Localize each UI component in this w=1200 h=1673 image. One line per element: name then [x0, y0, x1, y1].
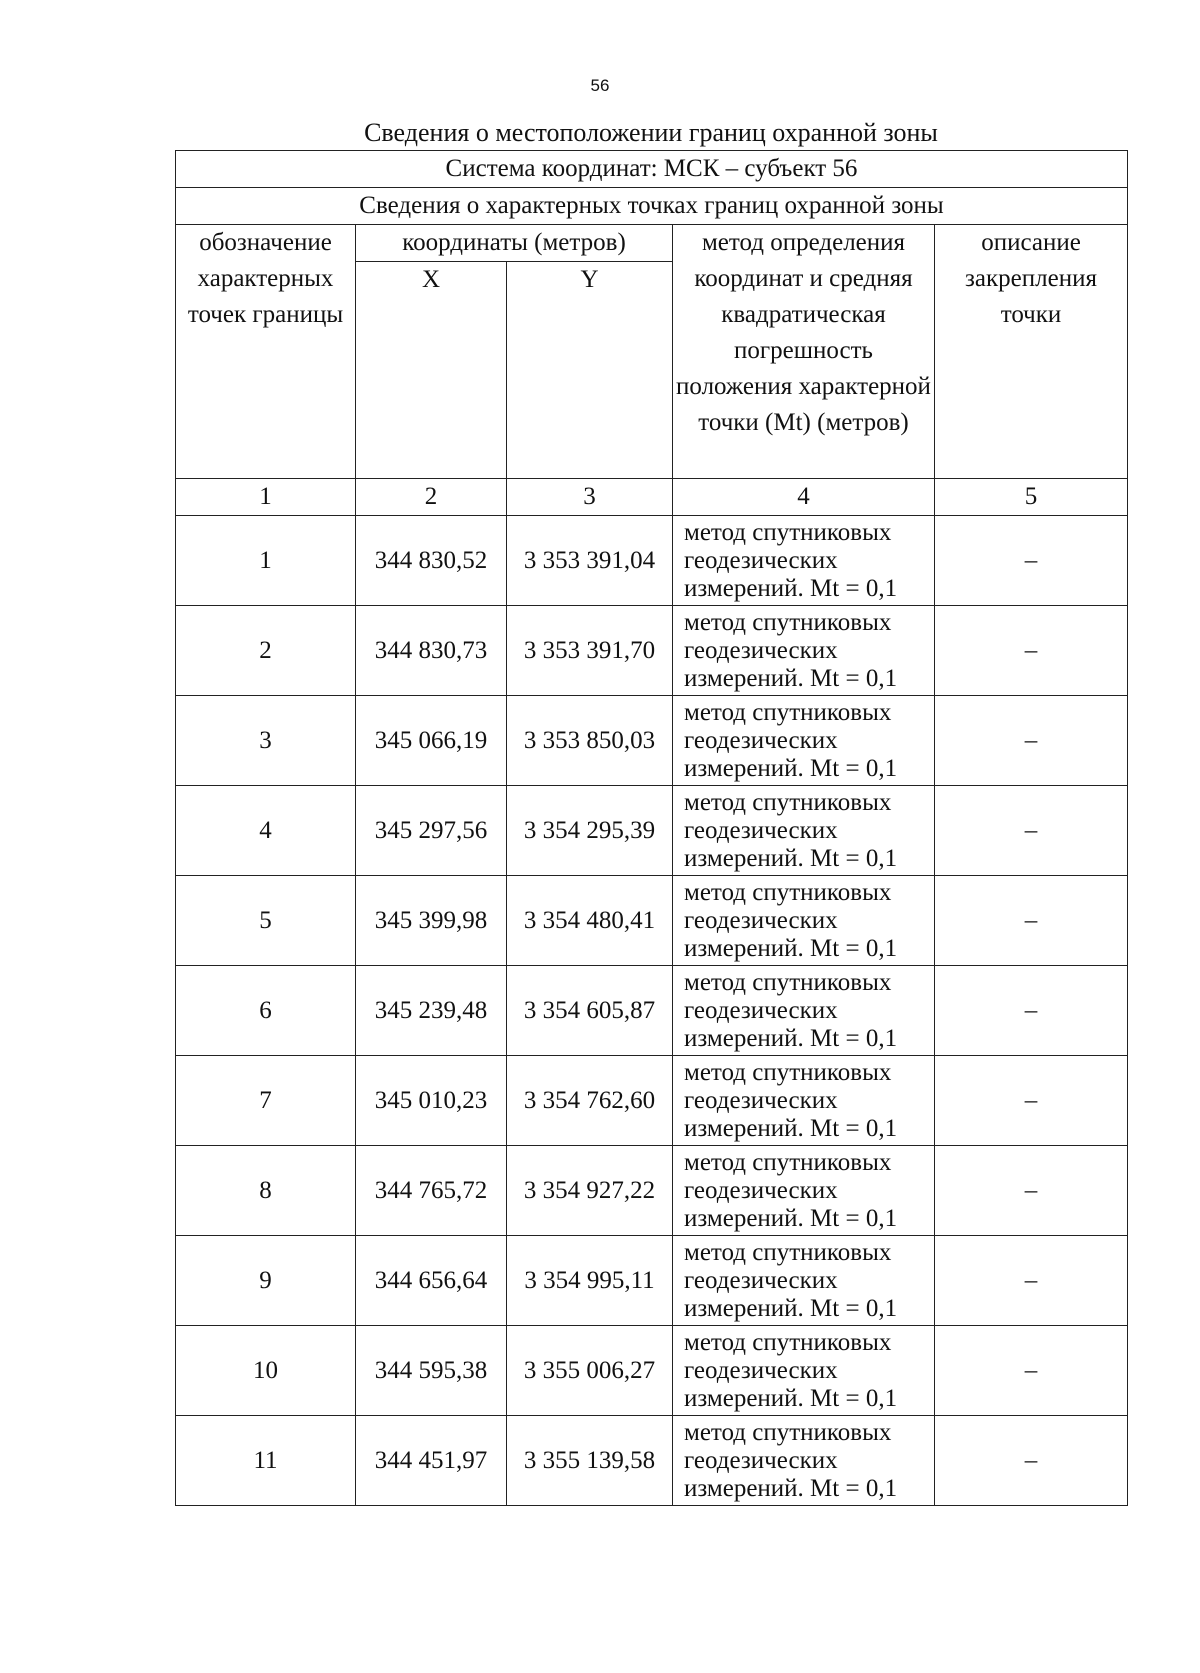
- column-number: 4: [673, 479, 935, 516]
- header-y: Y: [507, 262, 673, 479]
- x-coordinate-cell: 344 656,64: [356, 1236, 507, 1326]
- point-id-cell: 9: [176, 1236, 356, 1326]
- method-cell: [673, 1056, 935, 1146]
- method-text-line: геодезических: [684, 546, 838, 574]
- table-row: [176, 1416, 1128, 1506]
- method-cell: [673, 1326, 935, 1416]
- y-coordinate-cell: 3 353 850,03: [507, 696, 673, 786]
- method-text-line: измерений. Mt = 0,1: [684, 754, 898, 782]
- method-text-line: геодезических: [684, 1446, 838, 1474]
- method-text-line: измерений. Mt = 0,1: [684, 1474, 898, 1502]
- coord-system-cell: Система координат: МСК – субъект 56: [176, 151, 1128, 188]
- table-row: [176, 696, 1128, 786]
- method-text-line: геодезических: [684, 636, 838, 664]
- method-text-line: геодезических: [684, 1176, 838, 1204]
- column-number: 5: [935, 479, 1128, 516]
- fixing-description-cell: –: [935, 516, 1128, 606]
- fixing-description-cell: –: [935, 1056, 1128, 1146]
- table-row: [176, 606, 1128, 696]
- point-id-cell: 8: [176, 1146, 356, 1236]
- method-text-line: метод спутниковых: [684, 788, 892, 816]
- header-x: X: [356, 262, 507, 479]
- header-coordinates: координаты (метров): [356, 225, 673, 262]
- y-coordinate-cell: 3 354 295,39: [507, 786, 673, 876]
- method-text-line: геодезических: [684, 1266, 838, 1294]
- method-text-line: геодезических: [684, 996, 838, 1024]
- method-cell: [673, 606, 935, 696]
- method-text-line: измерений. Mt = 0,1: [684, 664, 898, 692]
- method-cell: [673, 876, 935, 966]
- table-row: [176, 1236, 1128, 1326]
- column-number: 2: [356, 479, 507, 516]
- method-cell: [673, 1416, 935, 1506]
- method-cell: [673, 1236, 935, 1326]
- method-text-line: геодезических: [684, 1086, 838, 1114]
- point-id-cell: 5: [176, 876, 356, 966]
- method-text-line: измерений. Mt = 0,1: [684, 934, 898, 962]
- section-title-cell: Сведения о характерных точках границ охранной зоны: [176, 188, 1128, 225]
- fixing-description-cell: –: [935, 1146, 1128, 1236]
- fixing-description-cell: –: [935, 1236, 1128, 1326]
- boundary-points-table: [175, 150, 1128, 1506]
- fixing-description-cell: –: [935, 966, 1128, 1056]
- y-coordinate-cell: 3 353 391,70: [507, 606, 673, 696]
- method-text-line: измерений. Mt = 0,1: [684, 844, 898, 872]
- y-coordinate-cell: 3 354 995,11: [507, 1236, 673, 1326]
- column-number: 1: [176, 479, 356, 516]
- method-text-line: геодезических: [684, 906, 838, 934]
- point-id-cell: 10: [176, 1326, 356, 1416]
- y-coordinate-cell: 3 354 605,87: [507, 966, 673, 1056]
- fixing-description-cell: –: [935, 1326, 1128, 1416]
- fixing-description-cell: –: [935, 786, 1128, 876]
- method-text-line: измерений. Mt = 0,1: [684, 1114, 898, 1142]
- x-coordinate-cell: 344 830,73: [356, 606, 507, 696]
- point-id-cell: 1: [176, 516, 356, 606]
- header-fixing-description: описание закрепления точки: [935, 225, 1128, 479]
- table-body: [176, 151, 1128, 1506]
- point-id-cell: 7: [176, 1056, 356, 1146]
- method-cell: [673, 696, 935, 786]
- point-id-cell: 11: [176, 1416, 356, 1506]
- method-cell: [673, 966, 935, 1056]
- y-coordinate-cell: 3 355 139,58: [507, 1416, 673, 1506]
- table-row: [176, 1146, 1128, 1236]
- method-text-line: геодезических: [684, 1356, 838, 1384]
- method-text-line: метод спутниковых: [684, 1328, 892, 1356]
- fixing-description-cell: –: [935, 606, 1128, 696]
- table-row: [176, 966, 1128, 1056]
- y-coordinate-cell: 3 355 006,27: [507, 1326, 673, 1416]
- method-text-line: метод спутниковых: [684, 608, 892, 636]
- method-text-line: метод спутниковых: [684, 878, 892, 906]
- y-coordinate-cell: 3 354 480,41: [507, 876, 673, 966]
- method-text-line: метод спутниковых: [684, 1418, 892, 1446]
- x-coordinate-cell: 344 595,38: [356, 1326, 507, 1416]
- method-cell: [673, 1146, 935, 1236]
- point-id-cell: 2: [176, 606, 356, 696]
- method-text-line: метод спутниковых: [684, 1058, 892, 1086]
- method-text-line: измерений. Mt = 0,1: [684, 1384, 898, 1412]
- x-coordinate-cell: 344 830,52: [356, 516, 507, 606]
- page-number: 56: [590, 76, 610, 95]
- x-coordinate-cell: 345 297,56: [356, 786, 507, 876]
- table-row: [176, 516, 1128, 606]
- coord-system-row: [176, 151, 1128, 188]
- method-text-line: геодезических: [684, 816, 838, 844]
- x-coordinate-cell: 344 451,97: [356, 1416, 507, 1506]
- document-title: Сведения о местоположении границ охранной зоны: [364, 118, 938, 147]
- method-text-line: метод спутниковых: [684, 698, 892, 726]
- method-text-line: измерений. Mt = 0,1: [684, 574, 898, 602]
- fixing-description-cell: –: [935, 876, 1128, 966]
- column-number-row: [176, 479, 1128, 516]
- section-title-row: [176, 188, 1128, 225]
- header-row-1: [176, 225, 1128, 262]
- table-row: [176, 786, 1128, 876]
- method-text-line: измерений. Mt = 0,1: [684, 1294, 898, 1322]
- point-id-cell: 4: [176, 786, 356, 876]
- point-id-cell: 6: [176, 966, 356, 1056]
- x-coordinate-cell: 344 765,72: [356, 1146, 507, 1236]
- method-text-line: измерений. Mt = 0,1: [684, 1024, 898, 1052]
- fixing-description-cell: –: [935, 1416, 1128, 1506]
- method-cell: [673, 516, 935, 606]
- y-coordinate-cell: 3 353 391,04: [507, 516, 673, 606]
- method-text-line: метод спутниковых: [684, 1238, 892, 1266]
- x-coordinate-cell: 345 239,48: [356, 966, 507, 1056]
- table-row: [176, 1056, 1128, 1146]
- y-coordinate-cell: 3 354 762,60: [507, 1056, 673, 1146]
- table-row: [176, 1326, 1128, 1416]
- y-coordinate-cell: 3 354 927,22: [507, 1146, 673, 1236]
- table-row: [176, 876, 1128, 966]
- column-number: 3: [507, 479, 673, 516]
- fixing-description-cell: –: [935, 696, 1128, 786]
- point-id-cell: 3: [176, 696, 356, 786]
- method-text-line: геодезических: [684, 726, 838, 754]
- method-text-line: метод спутниковых: [684, 1148, 892, 1176]
- method-cell: [673, 786, 935, 876]
- header-point-designation: обозначение характерных точек границы: [176, 225, 356, 479]
- x-coordinate-cell: 345 066,19: [356, 696, 507, 786]
- x-coordinate-cell: 345 399,98: [356, 876, 507, 966]
- header-method: метод определения координат и средняя квадратическая погрешность положения характерной точки (Mt) (метров): [673, 225, 935, 479]
- method-text-line: измерений. Mt = 0,1: [684, 1204, 898, 1232]
- method-text-line: метод спутниковых: [684, 518, 892, 546]
- x-coordinate-cell: 345 010,23: [356, 1056, 507, 1146]
- method-text-line: метод спутниковых: [684, 968, 892, 996]
